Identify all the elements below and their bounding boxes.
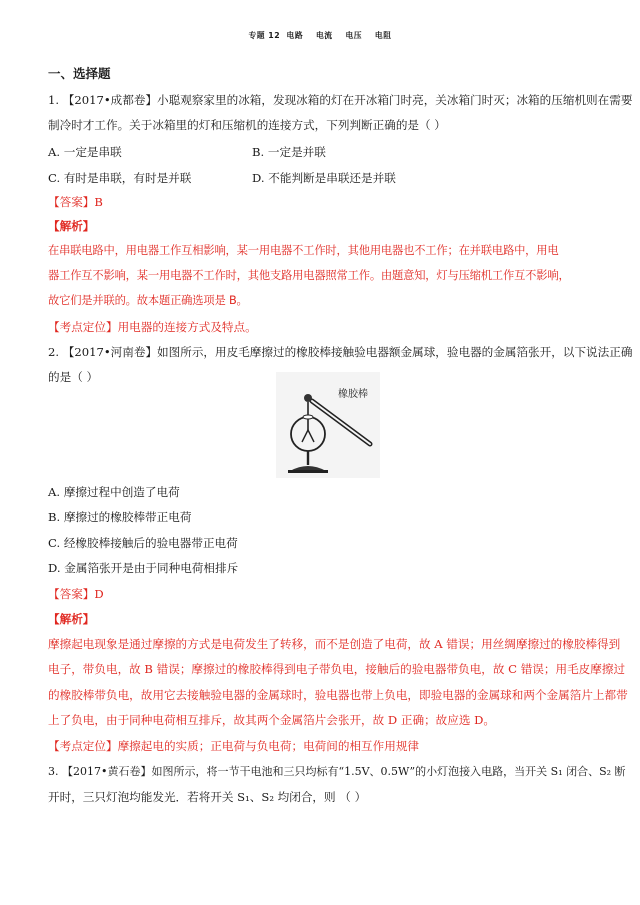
- q1-option-a: A. 一定是串联: [48, 145, 122, 159]
- q2-option-c: C. 经橡胶棒接触后的验电器带正电荷: [48, 536, 238, 550]
- section-heading: 一、选择题: [48, 66, 111, 81]
- q1-option-b: B. 一定是并联: [252, 145, 326, 159]
- q2-explanation-line3: 的橡胶棒带负电，故用它去接触验电器的金属球时，验电器也带上负电，即验电器的金属球和两个金属箔片上都带: [48, 688, 628, 702]
- q1-explanation-line2: 器工作互不影响，某一用电器不工作时，其他支路用电器照常工作。由题意知，灯与压缩机工作互不影响，: [48, 269, 570, 282]
- q2-option-b: B. 摩擦过的橡胶棒带正电荷: [48, 510, 192, 524]
- q1-explanation-line1: 在串联电路中，用电器工作互相影响，某一用电器不工作时，其他用电器也不工作；在并联电路中，用电: [48, 244, 559, 257]
- q3-stem-line2: 开时，三只灯泡均能发光．若将开关 S₁、S₂ 均闭合，则 （ ）: [48, 790, 367, 804]
- electroscope-figure: [276, 372, 380, 478]
- q1-stem-line2: 制冷时才工作。关于冰箱里的灯和压缩机的连接方式，下列判断正确的是（ ）: [48, 118, 446, 132]
- q1-stem-line1: 1. 【2017•成都卷】小聪观察家里的冰箱，发现冰箱的灯在开冰箱门时亮，关冰箱门时灭；冰箱的压缩机则在需要: [48, 93, 633, 107]
- q2-stem-line2: 的是（ ）: [48, 370, 99, 384]
- q2-explanation-line2: 电子，带负电，故 B 错误；摩擦过的橡胶棒得到电子带负电，接触后的验电器带负电，故 C 错误；用毛皮摩擦过: [48, 662, 626, 676]
- q2-analysis-label: 【解析】: [48, 612, 95, 626]
- figure-label-rubber-rod: 橡胶棒: [338, 389, 368, 400]
- q2-stem-line1: 2. 【2017•河南卷】如图所示，用皮毛摩擦过的橡胶棒接触验电器额金属球，验电器的金属箔张开，以下说法正确: [48, 345, 633, 359]
- q1-analysis-label: 【解析】: [48, 219, 95, 233]
- q1-knowledge-point: 【考点定位】用电器的连接方式及特点。: [48, 320, 257, 334]
- document-title: 专题 12 电路 电流 电压 电阻: [248, 31, 392, 40]
- q1-option-d: D. 不能判断是串联还是并联: [252, 171, 396, 185]
- q2-explanation-line4: 上了负电，由于同种电荷相互排斥，故其两个金属箔片会张开，故 D 正确；故应选 D。: [48, 713, 496, 727]
- q2-answer: 【答案】D: [48, 587, 104, 601]
- q2-option-a: A. 摩擦过程中创造了电荷: [48, 485, 180, 499]
- q2-knowledge-point: 【考点定位】摩擦起电的实质；正电荷与负电荷；电荷间的相互作用规律: [48, 739, 420, 753]
- q1-option-c: C. 有时是串联，有时是并联: [48, 171, 192, 185]
- q3-stem-line1: 3. 【2017•黄石卷】如图所示，将一节干电池和三只均标有“1.5V、0.5W”的小灯泡接入电路，当开关 S₁ 闭合、S₂ 断: [48, 765, 626, 778]
- q1-answer: 【答案】B: [48, 195, 103, 209]
- q2-option-d: D. 金属箔张开是由于同种电荷相排斥: [48, 561, 239, 575]
- q1-explanation-line3: 故它们是并联的。故本题正确选项是 B。: [48, 294, 248, 307]
- q2-explanation-line1: 摩擦起电现象是通过摩擦的方式是电荷发生了转移，而不是创造了电荷，故 A 错误；用丝绸摩擦过的橡胶棒得到: [48, 637, 621, 651]
